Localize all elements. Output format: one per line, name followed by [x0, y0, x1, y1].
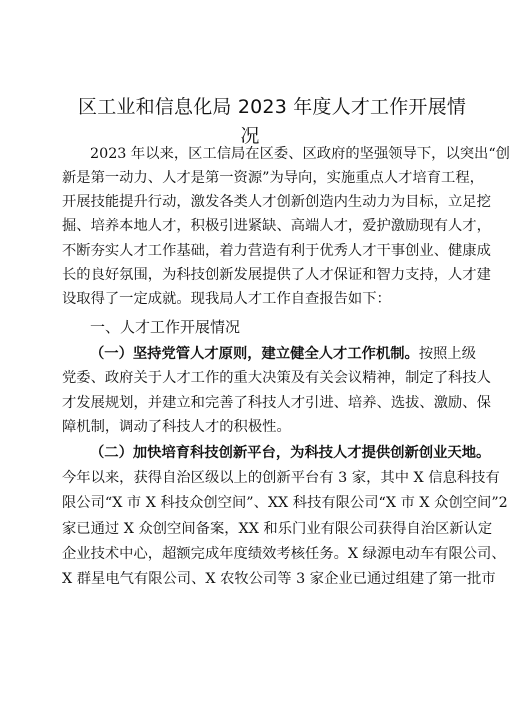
title-line-2: 况 — [240, 125, 260, 147]
subsection-1-first-line — [90, 343, 477, 365]
title-line-1: 区工业和信息化局 2023 年度人才工作开展情 — [78, 96, 467, 118]
intro-line: 长的良好氛围，为科技创新发展提供了人才保证和智力支持，人才建 — [62, 267, 491, 283]
subsection-2-line: 家已通过 X 众创空间备案，XX 和乐门业有限公司获得自治区新认定 — [62, 521, 493, 537]
subsection-2-line: 今年以来，获得自治区级以上的创新平台有 3 家，其中 X 信息科技有 — [62, 470, 500, 486]
section-heading: 一、人才工作开展情况 — [90, 318, 241, 336]
subsection-2-line: 企业技术中心，超额完成年度绩效考核任务。X 绿源电动车有限公司、 — [62, 546, 506, 562]
intro-line: 掘、培养本地人才，积极引进紧缺、高端人才，爱护激励现有人才， — [62, 218, 491, 234]
intro-line: 开展技能提升行动，激发各类人才创新创造内生动力为目标，立足挖 — [62, 194, 491, 210]
subsection-2-heading: （二）加快培育科技创新平台，为科技人才提供创新创业天地。 — [90, 445, 491, 461]
subsection-2-line: 限公司“X 市 X 科技众创空间”、XX 科技有限公司“X 市 X 众创空间”2 — [62, 495, 508, 511]
intro-line: 设取得了一定成就。现我局人才工作自查报告如下： — [62, 291, 391, 307]
subsection-2-line: X 群星电气有限公司、X 农牧公司等 3 家企业已通过组建了第一批市 — [62, 571, 496, 587]
subsection-1-line: 障机制，调动了科技人才的积极性。 — [62, 419, 291, 435]
subsection-1-lead: 按照上级 — [418, 346, 477, 362]
intro-line: 2023 年以来，区工信局在区委、区政府的坚强领导下，以突出“创 — [90, 146, 510, 162]
subsection-1-line: 才发展规划，并建立和完善了科技人才引进、培养、选拔、激励、保 — [62, 395, 491, 411]
intro-line: 新是第一动力、人才是第一资源”为导向，实施重点人才培育工程， — [62, 170, 484, 186]
intro-line: 不断夯实人才工作基础，着力营造有利于优秀人才干事创业、健康成 — [62, 243, 491, 259]
subsection-1-line: 党委、政府关于人才工作的重大决策及有关会议精神，制定了科技人 — [62, 370, 491, 386]
subsection-1-heading: （一）坚持党管人才原则，建立健全人才工作机制。 — [90, 346, 419, 362]
